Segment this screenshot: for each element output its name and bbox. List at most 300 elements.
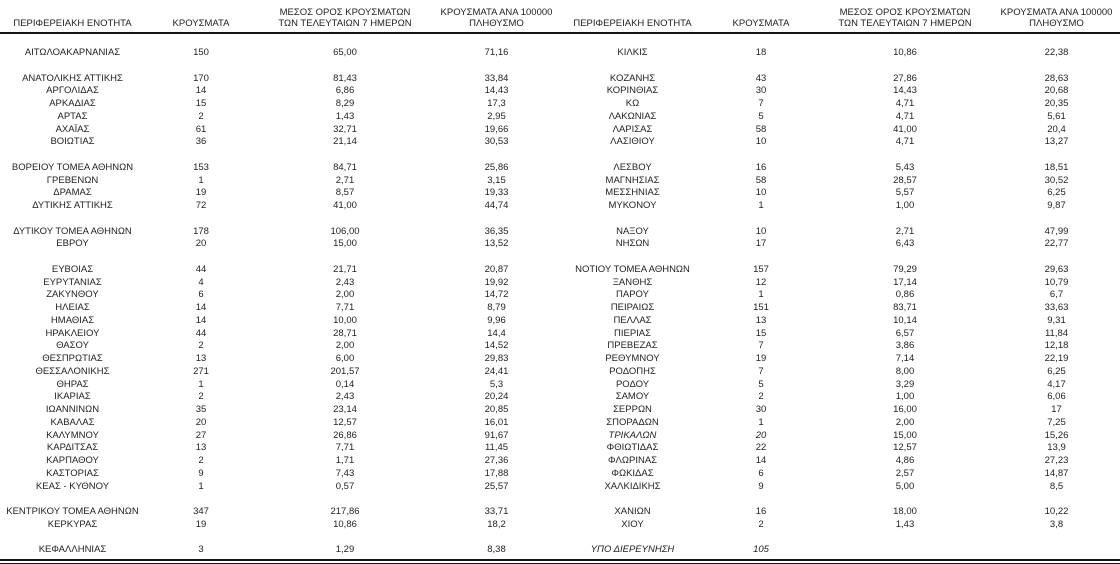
- header-per100k-left: [433, 8, 560, 32]
- region-cell: ΘΗΡΑΣ: [56, 378, 89, 390]
- cases-cell: 14: [195, 302, 207, 313]
- table-row: [560, 506, 1120, 519]
- region-cell: [0, 213, 145, 226]
- per100k-cell: 14,87: [1044, 467, 1069, 479]
- cases-cell: 2: [198, 455, 204, 466]
- avg7-cell: 2,71: [895, 225, 915, 237]
- per100k-cell: 15,26: [1044, 429, 1069, 441]
- region-cell: ΚΟΡΙΝΘΙΑΣ: [606, 85, 659, 97]
- avg7-cell: 28,57: [893, 174, 917, 186]
- header-region-right: ΠΕΡΙΦΕΡΕΙΑΚΗ ΕΝΟΤΗΤΑ: [573, 17, 692, 29]
- region-cell: [0, 149, 145, 162]
- cases-cell: 271: [193, 365, 209, 377]
- table-row: [0, 391, 560, 404]
- avg7-cell: 0,86: [895, 289, 915, 301]
- per100k-cell: 19,92: [484, 276, 509, 288]
- cases-cell: 35: [195, 404, 207, 415]
- table-row: [0, 264, 560, 277]
- region-cell: ΓΡΕΒΕΝΩΝ: [46, 174, 99, 186]
- avg7-cell: [817, 532, 993, 545]
- cases-cell: [705, 60, 817, 73]
- spacer-row: [0, 493, 560, 506]
- per100k-cell: 91,67: [484, 429, 509, 441]
- table-row: [560, 98, 1120, 111]
- region-cell: ΔΥΤΙΚΟΥ ΤΟΜΕΑ ΑΘΗΝΩΝ: [13, 225, 132, 237]
- avg7-cell: 4,71: [895, 98, 915, 109]
- region-cell: ΙΚΑΡΙΑΣ: [54, 391, 91, 403]
- region-cell: [560, 251, 705, 264]
- cases-cell: 12: [755, 276, 767, 288]
- cases-cell: 13: [755, 314, 767, 326]
- avg7-cell: [817, 493, 993, 506]
- per100k-cell: 6,25: [1047, 365, 1066, 377]
- avg7-cell: 84,71: [333, 161, 357, 173]
- cases-cell: 5: [758, 110, 764, 122]
- table-row: [0, 162, 560, 175]
- cases-cell: 178: [193, 225, 209, 237]
- table-row: [560, 111, 1120, 124]
- region-cell: [0, 60, 145, 73]
- table-row: [560, 289, 1120, 302]
- cases-cell: 5: [758, 378, 764, 390]
- cases-cell: 13: [195, 353, 207, 364]
- region-cell: ΚΩ: [625, 98, 640, 109]
- cases-cell: 2: [198, 340, 204, 352]
- avg7-cell: 3,29: [895, 378, 915, 390]
- table-header: [0, 0, 1120, 34]
- avg7-cell: 10,00: [333, 314, 357, 326]
- per100k-cell: 11,84: [1044, 327, 1069, 339]
- spacer-row: [560, 213, 1120, 226]
- cases-cell: 7: [758, 98, 764, 109]
- avg7-cell: [817, 149, 993, 162]
- per100k-cell: 16,01: [484, 416, 509, 428]
- avg7-cell: 7,14: [895, 353, 915, 364]
- per100k-cell: 20,85: [484, 404, 509, 415]
- per100k-cell: 8,38: [487, 544, 506, 556]
- cases-cell: 22: [755, 442, 767, 454]
- per100k-cell: 6,7: [1049, 289, 1064, 301]
- per100k-cell: 20,87: [484, 263, 509, 275]
- avg7-cell: 7,71: [335, 302, 355, 313]
- header-avg7-right-line2: ΤΩΝ ΤΕΛΕΥΤΑΙΩΝ 7 ΗΜΕΡΩΝ: [838, 17, 972, 29]
- cases-cell: 9: [758, 480, 764, 492]
- per100k-cell: 8,5: [1049, 480, 1064, 492]
- avg7-cell: [257, 532, 433, 545]
- region-cell: ΑΧΑΪΑΣ: [55, 123, 90, 135]
- cases-cell: 9: [198, 467, 204, 479]
- table-row: [560, 455, 1120, 468]
- region-cell: ΝΑΞΟΥ: [616, 225, 649, 237]
- region-cell: ΧΑΛΚΙΔΙΚΗΣ: [604, 480, 661, 492]
- per100k-cell: 25,57: [484, 480, 509, 492]
- region-cell: ΕΒΡΟΥ: [56, 238, 89, 250]
- region-cell: ΚΑΒΑΛΑΣ: [50, 416, 95, 428]
- avg7-cell: 27,86: [893, 72, 917, 84]
- table-row: [560, 544, 1120, 557]
- avg7-cell: 79,29: [893, 263, 917, 275]
- per100k-cell: 20,4: [1047, 123, 1066, 135]
- table-row: [0, 315, 560, 328]
- avg7-cell: 2,43: [335, 391, 355, 403]
- avg7-cell: 6,86: [335, 85, 355, 97]
- per100k-cell: [433, 149, 560, 162]
- per100k-cell: 13,27: [1044, 136, 1069, 148]
- avg7-cell: 6,43: [895, 238, 915, 250]
- per100k-cell: 4,17: [1047, 378, 1066, 390]
- region-cell: ΡΟΔΟΥ: [615, 378, 650, 390]
- avg7-cell: 8,57: [335, 187, 355, 199]
- region-cell: ΥΠΟ ΔΙΕΡΕΥΝΗΣΗ: [590, 544, 675, 556]
- avg7-cell: 41,00: [333, 200, 357, 211]
- cases-cell: 2: [198, 110, 204, 122]
- per100k-cell: 27,36: [484, 455, 509, 466]
- header-per100k-left-line1: ΚΡΟΥΣΜΑΤΑ ΑΝΑ 100000: [440, 7, 553, 18]
- per100k-cell: [993, 532, 1120, 545]
- table-row: [0, 187, 560, 200]
- per100k-cell: 6,25: [1047, 187, 1066, 199]
- table-row: [0, 455, 560, 468]
- table-row: [560, 315, 1120, 328]
- per100k-cell: [433, 532, 560, 545]
- table-row: [560, 302, 1120, 315]
- region-cell: [0, 493, 145, 506]
- table-row: [0, 468, 560, 481]
- table-row: [560, 379, 1120, 392]
- region-cell: ΕΥΒΟΙΑΣ: [51, 263, 94, 275]
- region-cell: ΑΙΤΩΛΟΑΚΑΡΝΑΝΙΑΣ: [24, 47, 121, 58]
- avg7-cell: 201,57: [330, 365, 360, 377]
- region-cell: ΘΑΣΟΥ: [56, 340, 89, 352]
- region-cell: ΑΝΑΤΟΛΙΚΗΣ ΑΤΤΙΚΗΣ: [22, 72, 123, 84]
- spacer-row: [0, 60, 560, 73]
- table-row: [0, 277, 560, 290]
- table-row: [560, 340, 1120, 353]
- table-row: [560, 124, 1120, 137]
- region-cell: ΚΑΡΔΙΤΣΑΣ: [46, 442, 99, 454]
- avg7-cell: 2,00: [335, 340, 355, 352]
- per100k-cell: 29,63: [1044, 263, 1069, 275]
- per100k-cell: 25,86: [484, 161, 509, 173]
- region-cell: ΝΗΣΩΝ: [615, 238, 650, 250]
- table-row: [0, 111, 560, 124]
- region-cell: [560, 213, 705, 226]
- cases-cell: [145, 60, 257, 73]
- cases-cell: 1: [198, 378, 204, 390]
- table-row: [0, 98, 560, 111]
- cases-cell: 27: [195, 429, 207, 441]
- table-row: [560, 404, 1120, 417]
- per100k-cell: [433, 493, 560, 506]
- per100k-cell: 13,52: [484, 238, 509, 250]
- region-cell: ΧΙΟΥ: [621, 518, 644, 530]
- region-cell: ΣΑΜΟΥ: [615, 391, 650, 403]
- avg7-cell: 1,00: [895, 200, 915, 211]
- region-cell: ΛΑΡΙΣΑΣ: [612, 123, 653, 135]
- cases-cell: 16: [755, 161, 767, 173]
- per100k-cell: 10,79: [1044, 276, 1069, 288]
- region-cell: ΞΑΝΘΗΣ: [612, 276, 653, 288]
- per100k-cell: 18,51: [1044, 161, 1069, 173]
- cases-cell: 20: [195, 416, 207, 428]
- table-row: [560, 238, 1120, 251]
- table-row: [0, 226, 560, 239]
- region-cell: ΠΙΕΡΙΑΣ: [613, 327, 652, 339]
- avg7-cell: 1,43: [335, 110, 355, 122]
- region-cell: ΑΡΚΑΔΙΑΣ: [49, 98, 96, 109]
- cases-cell: 170: [193, 72, 209, 84]
- region-cell: ΠΕΛΛΑΣ: [613, 314, 652, 326]
- per100k-cell: 3,15: [487, 174, 506, 186]
- per100k-cell: 8,79: [487, 302, 506, 313]
- region-cell: ΘΕΣΠΡΩΤΙΑΣ: [42, 353, 103, 364]
- per100k-cell: 19,66: [484, 123, 509, 135]
- cases-cell: 105: [753, 544, 769, 556]
- avg7-cell: [817, 544, 993, 557]
- table-row: [560, 187, 1120, 200]
- header-cases-left: ΚΡΟΥΣΜΑΤΑ: [172, 17, 230, 29]
- per100k-cell: 30,52: [1044, 174, 1069, 186]
- table-row: [0, 481, 560, 494]
- region-cell: ΚΙΛΚΙΣ: [617, 47, 648, 58]
- per100k-cell: 14,72: [484, 289, 509, 301]
- cases-cell: 20: [755, 429, 767, 441]
- left-table-body: [0, 47, 560, 557]
- avg7-cell: 26,86: [333, 429, 357, 441]
- region-cell: ΦΘΙΩΤΙΔΑΣ: [606, 442, 659, 454]
- region-cell: ΣΕΡΡΩΝ: [613, 404, 652, 415]
- avg7-cell: 10,86: [893, 47, 917, 58]
- cases-cell: [145, 149, 257, 162]
- cases-cell: 16: [755, 506, 767, 517]
- cases-cell: 36: [195, 136, 207, 148]
- avg7-cell: 12,57: [333, 416, 357, 428]
- bottom-double-rule: [0, 559, 1120, 564]
- table-row: [0, 353, 560, 366]
- per100k-cell: 36,35: [484, 225, 509, 237]
- per100k-cell: 27,23: [1044, 455, 1069, 466]
- region-cell: ΜΕΣΣΗΝΙΑΣ: [605, 187, 660, 199]
- avg7-cell: 32,71: [333, 123, 357, 135]
- region-cell: ΡΕΘΥΜΝΟΥ: [605, 353, 660, 364]
- avg7-cell: 4,71: [895, 136, 915, 148]
- table-row: [0, 85, 560, 98]
- cases-cell: 1: [758, 289, 764, 301]
- per100k-cell: 7,25: [1047, 416, 1066, 428]
- avg7-cell: 14,43: [893, 85, 917, 97]
- table-row: [560, 353, 1120, 366]
- per100k-cell: 22,38: [1044, 47, 1069, 58]
- region-cell: ΒΟΙΩΤΙΑΣ: [50, 136, 95, 148]
- avg7-cell: 5,00: [895, 480, 915, 492]
- region-cell: ΗΛΕΙΑΣ: [55, 302, 90, 313]
- table-body: [0, 34, 1120, 557]
- per100k-cell: 9,96: [487, 314, 506, 326]
- cases-cell: [705, 493, 817, 506]
- table-row: [0, 404, 560, 417]
- per100k-cell: 71,16: [484, 47, 509, 58]
- avg7-cell: 16,00: [893, 404, 917, 415]
- region-cell: ΝΟΤΙΟΥ ΤΟΜΕΑ ΑΘΗΝΩΝ: [575, 263, 690, 275]
- region-cell: ΚΑΡΠΑΘΟΥ: [46, 455, 99, 466]
- left-table-header: [0, 8, 560, 32]
- region-cell: [560, 532, 705, 545]
- region-cell: [0, 251, 145, 264]
- table-row: [0, 200, 560, 213]
- per100k-cell: 9,31: [1047, 314, 1066, 326]
- cases-cell: 157: [753, 263, 769, 275]
- cases-cell: 17: [755, 238, 767, 250]
- region-cell: ΒΟΡΕΙΟΥ ΤΟΜΕΑ ΑΘΗΝΩΝ: [11, 161, 134, 173]
- cases-cell: [705, 149, 817, 162]
- header-avg7-right: [817, 8, 993, 32]
- region-cell: ΘΕΣΣΑΛΟΝΙΚΗΣ: [35, 365, 110, 377]
- cases-cell: 14: [195, 314, 207, 326]
- cases-cell: 15: [755, 327, 767, 339]
- table-row: [560, 366, 1120, 379]
- cases-cell: 58: [755, 123, 767, 135]
- cases-cell: 10: [755, 225, 767, 237]
- per100k-cell: 20,35: [1044, 98, 1069, 109]
- table-row: [560, 73, 1120, 86]
- region-cell: ΙΩΑΝΝΙΝΩΝ: [45, 404, 100, 415]
- avg7-cell: 0,14: [335, 378, 355, 390]
- table-row: [560, 328, 1120, 341]
- avg7-cell: [817, 213, 993, 226]
- avg7-cell: [257, 251, 433, 264]
- per100k-cell: 14,52: [484, 340, 509, 352]
- avg7-cell: 2,00: [335, 289, 355, 301]
- cases-cell: 2: [758, 518, 764, 530]
- table-row: [560, 175, 1120, 188]
- per100k-cell: 33,71: [484, 506, 509, 517]
- per100k-cell: 3,8: [1049, 518, 1064, 530]
- avg7-cell: 15,00: [893, 429, 917, 441]
- avg7-cell: 41,00: [893, 123, 917, 135]
- spacer-row: [560, 60, 1120, 73]
- spacer-row: [560, 493, 1120, 506]
- per100k-cell: 47,99: [1044, 225, 1069, 237]
- per100k-cell: 6,06: [1047, 391, 1066, 403]
- header-avg7-left-line1: ΜΕΣΟΣ ΟΡΟΣ ΚΡΟΥΣΜΑΤΩΝ: [279, 7, 411, 18]
- cases-cell: 10: [755, 187, 767, 199]
- per100k-cell: 10,22: [1044, 506, 1069, 517]
- avg7-cell: 21,71: [333, 263, 357, 275]
- cases-cell: 7: [758, 340, 764, 352]
- cases-cell: 20: [195, 238, 207, 250]
- header-per100k-left-line2: ΠΛΗΘΥΣΜΟ: [469, 17, 524, 29]
- avg7-cell: 8,29: [335, 98, 355, 109]
- cases-cell: 44: [195, 263, 207, 275]
- cases-cell: 1: [198, 480, 204, 492]
- cases-cell: 72: [195, 200, 207, 211]
- avg7-cell: [257, 149, 433, 162]
- per100k-cell: 9,87: [1047, 200, 1066, 211]
- per100k-cell: [433, 213, 560, 226]
- region-cell: ΚΟΖΑΝΗΣ: [609, 72, 656, 84]
- per100k-cell: 20,24: [484, 391, 509, 403]
- cases-cell: 30: [755, 404, 767, 415]
- table-row: [560, 417, 1120, 430]
- cases-cell: [145, 532, 257, 545]
- avg7-cell: [257, 60, 433, 73]
- avg7-cell: 23,14: [333, 404, 357, 415]
- region-cell: [560, 149, 705, 162]
- table-row: [0, 302, 560, 315]
- region-cell: ΛΑΣΙΘΙΟΥ: [610, 136, 655, 148]
- cases-cell: 347: [193, 506, 209, 517]
- cases-cell: 15: [195, 98, 207, 109]
- per100k-cell: 14,4: [487, 327, 506, 339]
- per100k-cell: [433, 251, 560, 264]
- cases-cell: [145, 493, 257, 506]
- per100k-cell: 2,95: [487, 110, 506, 122]
- region-cell: ΣΠΟΡΑΔΩΝ: [606, 416, 659, 428]
- spacer-row: [0, 213, 560, 226]
- per100k-cell: [993, 251, 1120, 264]
- avg7-cell: 8,00: [895, 365, 915, 377]
- cases-cell: 7: [758, 365, 764, 377]
- region-cell: ΛΕΣΒΟΥ: [613, 161, 652, 173]
- region-cell: ΦΩΚΙΔΑΣ: [611, 467, 654, 479]
- cases-cell: 19: [755, 353, 767, 364]
- per100k-cell: 28,63: [1044, 72, 1069, 84]
- avg7-cell: 10,14: [893, 314, 917, 326]
- cases-cell: 6: [198, 289, 204, 301]
- table-row: [0, 124, 560, 137]
- per100k-cell: 24,41: [484, 365, 509, 377]
- avg7-cell: 217,86: [330, 506, 360, 517]
- region-cell: ΚΕΦΑΛΛΗΝΙΑΣ: [38, 544, 107, 556]
- cases-cell: 14: [195, 85, 207, 97]
- cases-cell: 19: [195, 518, 207, 530]
- table-row: [0, 136, 560, 149]
- table-row: [0, 47, 560, 60]
- cases-cell: [705, 213, 817, 226]
- per100k-cell: [993, 60, 1120, 73]
- cases-cell: [705, 251, 817, 264]
- cases-cell: 19: [195, 187, 207, 199]
- avg7-cell: 1,29: [335, 544, 355, 556]
- table-row: [0, 238, 560, 251]
- cases-cell: 14: [755, 455, 767, 466]
- per100k-cell: 5,61: [1047, 110, 1066, 122]
- avg7-cell: 12,57: [893, 442, 917, 454]
- cases-cell: 10: [755, 136, 767, 148]
- region-cell: [0, 532, 145, 545]
- per100k-cell: 44,74: [484, 200, 509, 211]
- table-row: [0, 442, 560, 455]
- header-avg7-left-line2: ΤΩΝ ΤΕΛΕΥΤΑΙΩΝ 7 ΗΜΕΡΩΝ: [278, 17, 412, 29]
- cases-cell: 3: [198, 544, 204, 556]
- table-row: [560, 47, 1120, 60]
- cases-cell: 58: [755, 174, 767, 186]
- region-cell: ΤΡΙΚΑΛΩΝ: [608, 429, 657, 441]
- region-cell: ΛΑΚΩΝΙΑΣ: [608, 110, 657, 122]
- per100k-cell: 17: [1051, 404, 1062, 415]
- avg7-cell: 5,43: [895, 161, 915, 173]
- region-cell: [560, 60, 705, 73]
- table-row: [0, 430, 560, 443]
- cases-cell: 30: [755, 85, 767, 97]
- table-row: [560, 277, 1120, 290]
- avg7-cell: 6,00: [335, 353, 355, 364]
- avg7-cell: 106,00: [330, 225, 360, 237]
- cases-cell: 44: [195, 327, 207, 339]
- per100k-cell: 13,9: [1047, 442, 1066, 454]
- avg7-cell: 5,57: [895, 187, 915, 199]
- region-cell: [560, 493, 705, 506]
